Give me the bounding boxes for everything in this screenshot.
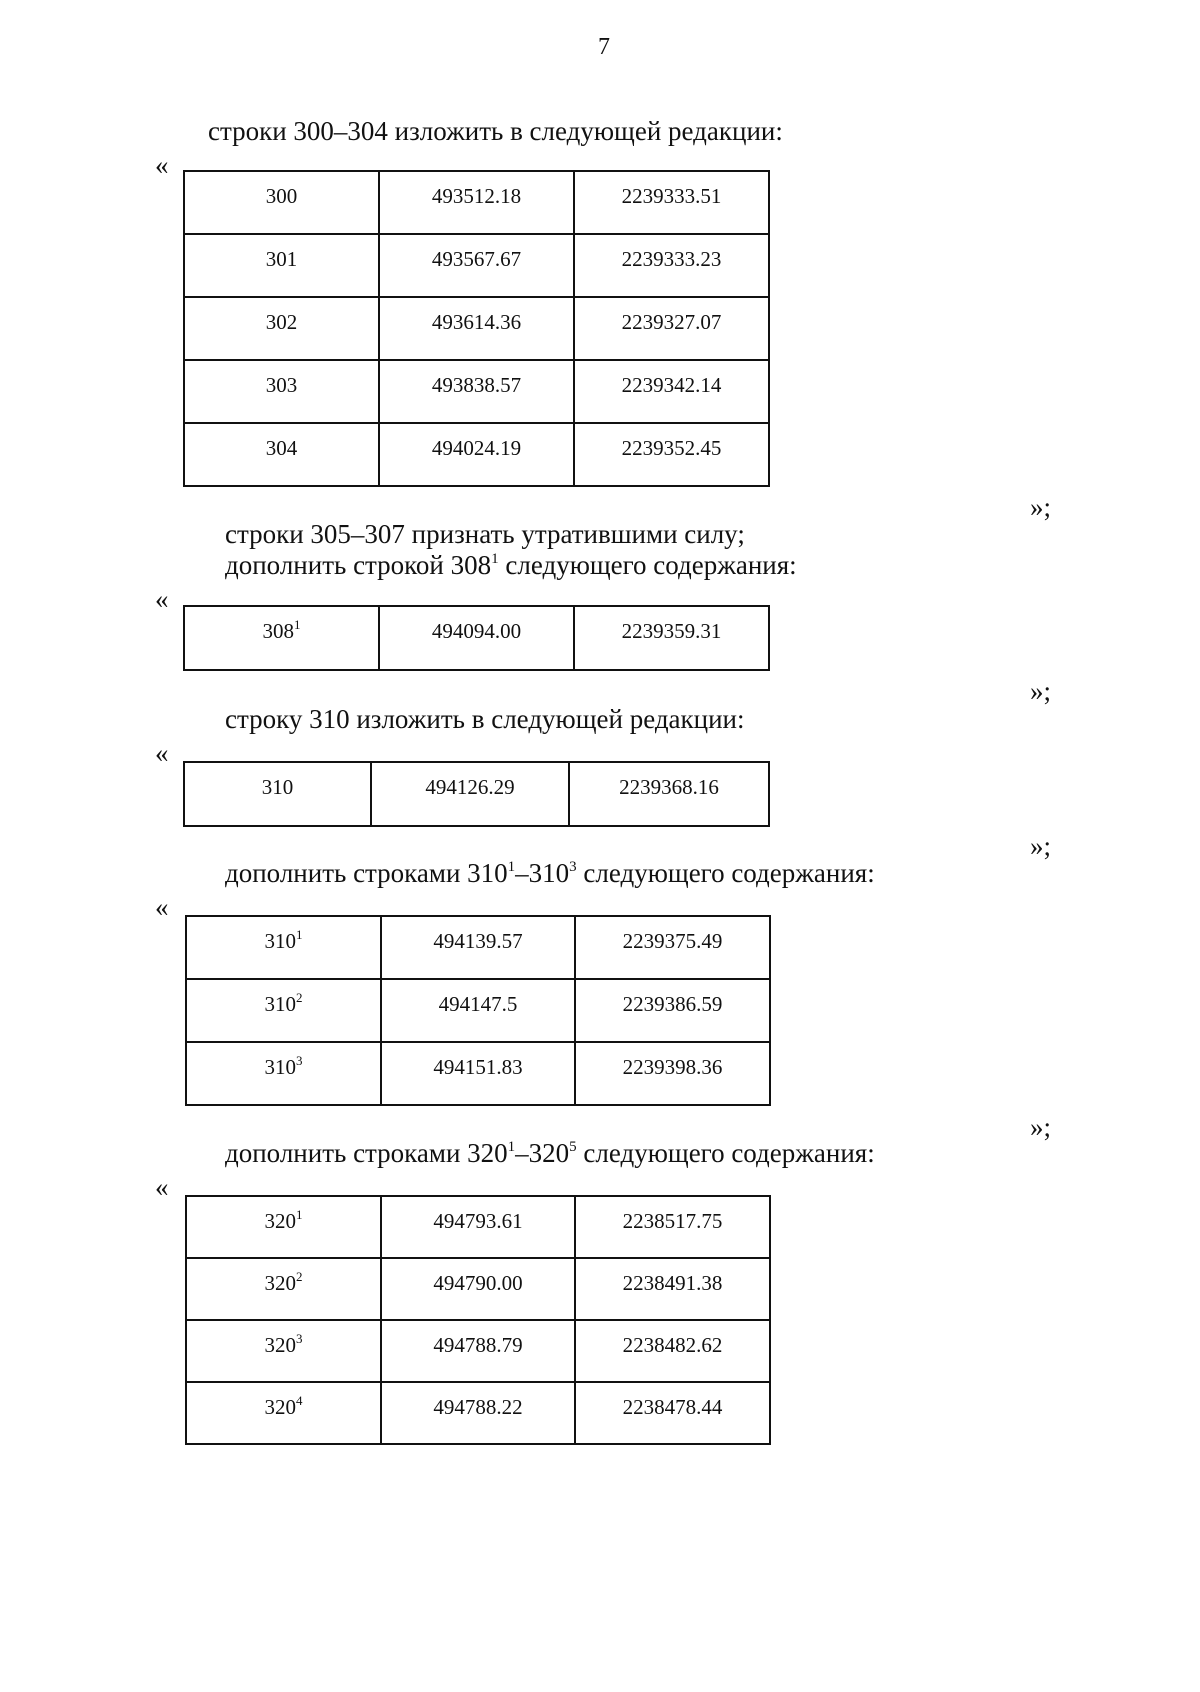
point-number-cell: $310^2$ [186, 979, 381, 1042]
closing-quote: »; [1030, 492, 1052, 522]
y-coordinate-cell: 2239375.49 [575, 916, 770, 979]
opening-quote: « [155, 584, 169, 614]
table-row [184, 762, 769, 826]
point-number-cell: $320^2$ [186, 1258, 381, 1320]
point-number-cell: 302 [184, 297, 379, 360]
instruction-text-part: строку 310 изложить в следующей редакции: [225, 704, 745, 734]
point-number-cell: 303 [184, 360, 379, 423]
x-coordinate-cell: 494094.00 [379, 606, 574, 670]
table-row [184, 360, 769, 423]
table-row [186, 1196, 770, 1258]
y-coordinate-cell: 2239352.45 [574, 423, 769, 486]
table-row [186, 979, 770, 1042]
y-coordinate-cell: 2239359.31 [574, 606, 769, 670]
opening-quote: « [155, 150, 169, 180]
closing-quote: »; [1030, 676, 1052, 706]
x-coordinate-cell: 494139.57 [381, 916, 575, 979]
x-coordinate-cell: 494024.19 [379, 423, 574, 486]
y-coordinate-cell: 2238517.75 [575, 1196, 770, 1258]
superscript: 3 [569, 859, 577, 875]
table-row [184, 423, 769, 486]
table-row [184, 234, 769, 297]
y-coordinate-cell: 2239368.16 [569, 762, 769, 826]
superscript: 5 [569, 1139, 577, 1155]
x-coordinate-cell: 494151.83 [381, 1042, 575, 1105]
y-coordinate-cell: 2239333.23 [574, 234, 769, 297]
x-coordinate-cell: 493614.36 [379, 297, 574, 360]
x-coordinate-cell: 494790.00 [381, 1258, 575, 1320]
x-coordinate-cell: 493567.67 [379, 234, 574, 297]
table-row [186, 1382, 770, 1444]
y-coordinate-cell: 2239333.51 [574, 171, 769, 234]
coordinates-table [185, 915, 771, 1106]
table-row [186, 916, 770, 979]
x-coordinate-cell: 494126.29 [371, 762, 569, 826]
x-coordinate-cell: 494793.61 [381, 1196, 575, 1258]
coordinates-table [183, 761, 770, 827]
superscript: 1 [507, 859, 516, 875]
instruction-text-part: строки 305–307 признать утратившими силу; [225, 519, 745, 549]
instruction-text-part: следующего содержания: [576, 858, 875, 888]
closing-quote: »; [1030, 831, 1052, 861]
closing-quote: »; [1030, 1112, 1052, 1142]
table-row [186, 1258, 770, 1320]
instruction-text [225, 521, 745, 548]
y-coordinate-cell: 2239342.14 [574, 360, 769, 423]
coordinates-table [185, 1195, 771, 1445]
table-row [184, 171, 769, 234]
table-row [186, 1320, 770, 1382]
page-number: 7 [598, 34, 610, 60]
x-coordinate-cell: 494147.5 [381, 979, 575, 1042]
instruction-text-part: дополнить строкой 308 [225, 550, 492, 580]
point-number-cell: 304 [184, 423, 379, 486]
x-coordinate-cell: 493512.18 [379, 171, 574, 234]
y-coordinate-cell: 2239386.59 [575, 979, 770, 1042]
x-coordinate-cell: 494788.79 [381, 1320, 575, 1382]
x-coordinate-cell: 494788.22 [381, 1382, 575, 1444]
instruction-text-part: дополнить строками 320 [225, 1138, 508, 1168]
point-number-cell: 310 [184, 762, 371, 826]
instruction-text [225, 552, 797, 579]
superscript: 1 [491, 551, 499, 567]
instruction-text-part: строки 300–304 изложить в следующей редакции: [208, 116, 783, 146]
opening-quote: « [155, 1172, 169, 1202]
point-number-cell: $320^3$ [186, 1320, 381, 1382]
instruction-text-part: следующего содержания: [498, 550, 797, 580]
table-row [184, 297, 769, 360]
instruction-text-part: следующего содержания: [576, 1138, 875, 1168]
coordinates-table [183, 170, 770, 487]
coordinates-table [183, 605, 770, 671]
instruction-text [225, 706, 745, 733]
instruction-text-part: дополнить строками 310 [225, 858, 508, 888]
point-number-cell: $310^3$ [186, 1042, 381, 1105]
y-coordinate-cell: 2239398.36 [575, 1042, 770, 1105]
y-coordinate-cell: 2239327.07 [574, 297, 769, 360]
instruction-text [225, 860, 875, 887]
opening-quote: « [155, 738, 169, 768]
table-row [186, 1042, 770, 1105]
table-row [184, 606, 769, 670]
instruction-text [208, 118, 783, 145]
x-coordinate-cell: 493838.57 [379, 360, 574, 423]
instruction-text-part: –310 [515, 858, 570, 888]
y-coordinate-cell: 2238478.44 [575, 1382, 770, 1444]
instruction-text [225, 1140, 875, 1167]
point-number-cell: $308^1$ [184, 606, 379, 670]
point-number-cell: $320^4$ [186, 1382, 381, 1444]
opening-quote: « [155, 892, 169, 922]
point-number-cell: $320^1$ [186, 1196, 381, 1258]
superscript: 1 [507, 1139, 516, 1155]
y-coordinate-cell: 2238491.38 [575, 1258, 770, 1320]
point-number-cell: $310^1$ [186, 916, 381, 979]
instruction-text-part: –320 [515, 1138, 570, 1168]
point-number-cell: 301 [184, 234, 379, 297]
point-number-cell: 300 [184, 171, 379, 234]
y-coordinate-cell: 2238482.62 [575, 1320, 770, 1382]
